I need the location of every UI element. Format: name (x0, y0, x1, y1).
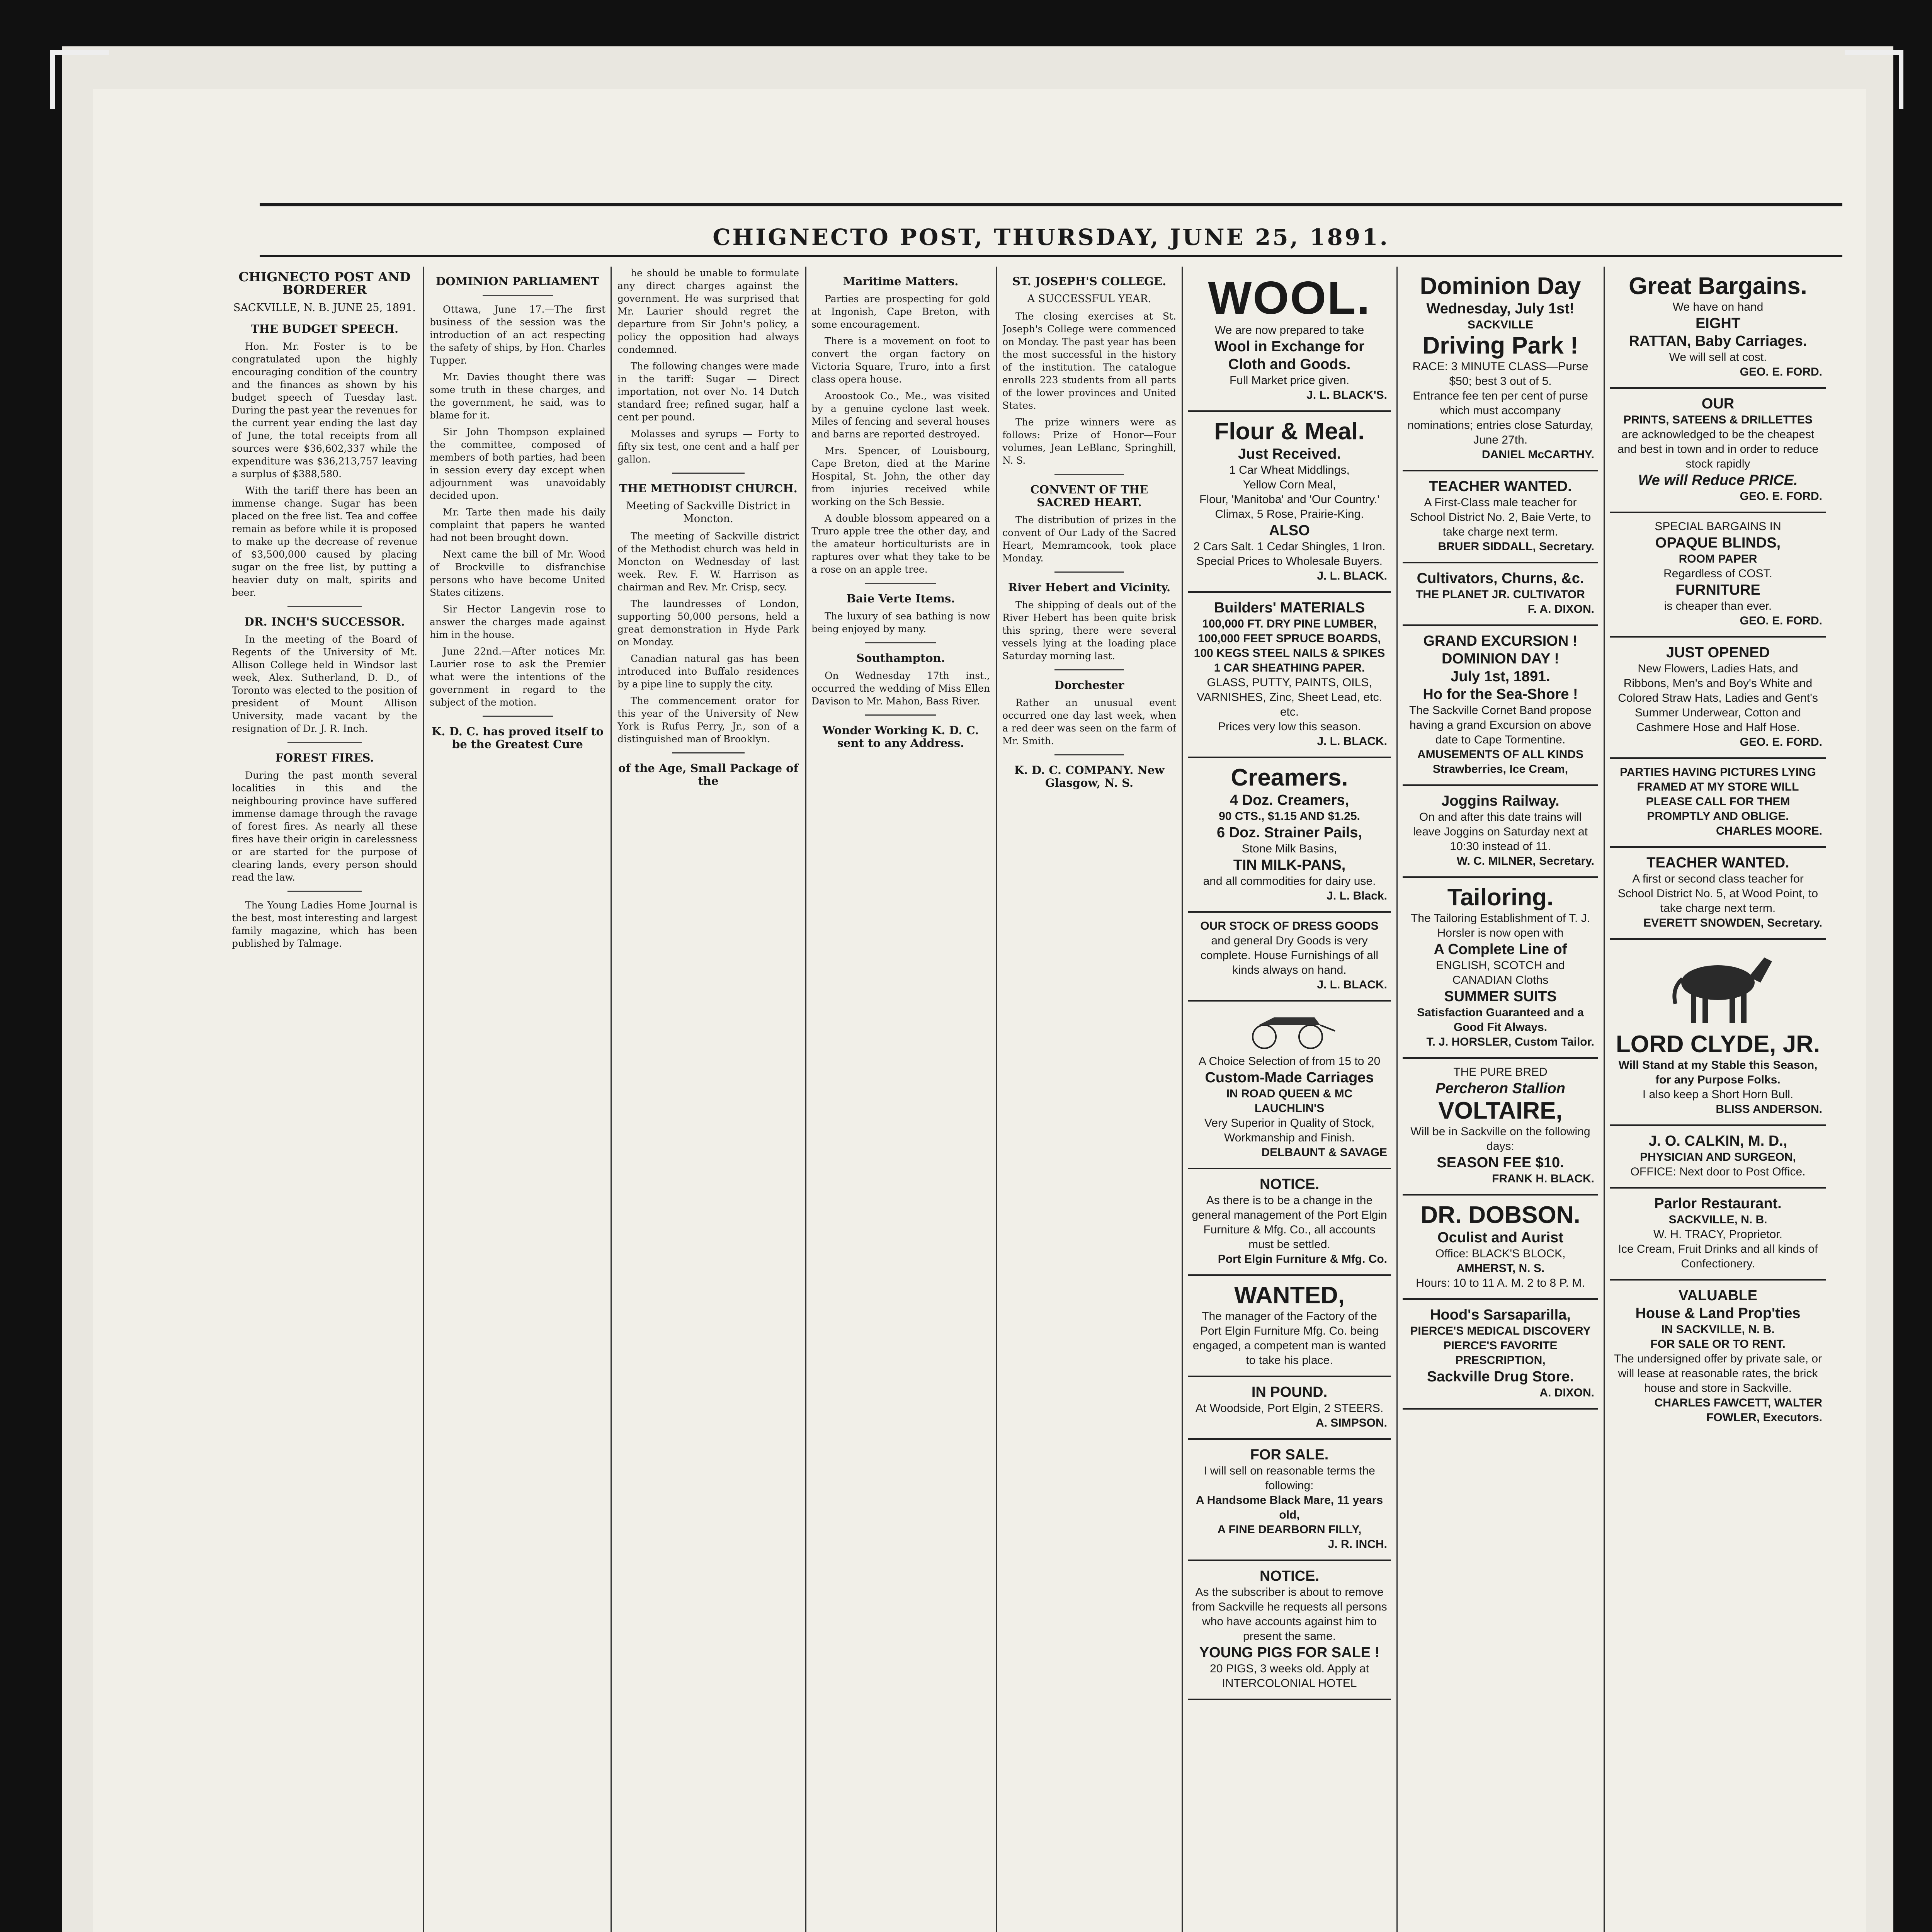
column-8-ads (1610, 267, 1826, 1932)
ad-line: 100,000 FT. DRY PINE LUMBER, (1202, 617, 1377, 630)
ad-title: TEACHER WANTED. (1646, 855, 1789, 871)
article-heading: FOREST FIRES. (275, 751, 374, 764)
article-paragraph: During the past month several localities in this and the neighbouring province have suffered immense damage through the ravage of forest fires. As nearly all these fires have their origin in carelessness or are started for the purpose of clearing lands, every person should read the law. (232, 770, 417, 883)
for-sale-ad (1188, 1440, 1391, 1561)
column-6-ads (1188, 267, 1391, 1932)
article-heading: DR. INCH'S SUCCESSOR. (244, 615, 405, 628)
ad-line: IN ROAD QUEEN & MC LAUCHLIN'S (1226, 1087, 1353, 1115)
ad-line: Yellow Corn Meal, (1243, 478, 1336, 491)
ad-line: OPAQUE BLINDS, (1655, 535, 1781, 551)
ad-line: On and after this date trains will leave Joggins on Saturday next at 10:30 instead of 11. (1413, 811, 1588, 853)
ad-line: Stone Milk Basins, (1242, 842, 1337, 855)
property-ad (1610, 1281, 1826, 1433)
ad-line: GLASS, PUTTY, PAINTS, OILS, VARNISHES, Zinc, Sheet Lead, etc. etc. (1197, 676, 1382, 718)
teacher-wanted-ad (1610, 848, 1826, 940)
wanted-ad (1188, 1276, 1391, 1377)
carriages-ad (1188, 1002, 1391, 1169)
ad-line: FOR SALE OR TO RENT. (1650, 1338, 1786, 1350)
ad-title: FOR SALE. (1250, 1447, 1329, 1463)
ad-line: PHYSICIAN AND SURGEON, (1640, 1151, 1796, 1163)
masthead-rule-top (260, 203, 1842, 206)
ad-line: The Tailoring Establishment of T. J. Horsler is now open with (1410, 912, 1590, 939)
article-paragraph: Mr. Davies thought there was some truth in these charges, and the government, he said, was to blame for it. (430, 371, 605, 421)
ad-signature: W. C. MILNER, Secretary. (1456, 855, 1594, 867)
ad-line: ENGLISH, SCOTCH and CANADIAN Cloths (1436, 959, 1565, 986)
ad-line: The Sackville Cornet Band propose having a grand Excursion on above date to Cape Tormentine. (1409, 704, 1592, 746)
ad-line: As the subscriber is about to remove from Sackville he requests all persons who have accounts against him to present the same. (1192, 1586, 1387, 1643)
ad-line: THE PLANET JR. CULTIVATOR (1416, 588, 1585, 601)
divider (287, 891, 362, 892)
article-paragraph: Mr. Tarte then made his daily complaint that papers he wanted had not been brought down. (430, 507, 605, 543)
divider (1054, 669, 1124, 670)
ad-line: 1 Car Wheat Middlings, (1229, 464, 1350, 476)
ad-line: SACKVILLE (1467, 318, 1533, 331)
divider (483, 295, 553, 296)
masthead-title: CHIGNECTO POST, THURSDAY, JUNE 25, 1891. (713, 224, 1389, 250)
ad-line: We are now prepared to take (1214, 324, 1364, 337)
ad-line: Full Market price given. (1229, 374, 1350, 387)
article-heading: DOMINION PARLIAMENT (435, 275, 600, 288)
ad-line: RACE: 3 MINUTE CLASS—Purse $50; best 3 out of 5. (1412, 360, 1588, 388)
divider (287, 742, 362, 743)
ad-line: Flour, 'Manitoba' and 'Our Country.' (1199, 493, 1379, 506)
kdc-ad-line: Wonder Working K. D. C. sent to any Address. (822, 724, 979, 750)
article-heading: CONVENT OF THE SACRED HEART. (1030, 483, 1148, 509)
article-paragraph: The meeting of Sackville district of the Methodist church was held in Moncton on Wednesday of last week. Rev. F. W. Harrison as chairman and Rev. Mr. Crisp, secy. (617, 531, 799, 593)
ad-line: Just Received. (1238, 446, 1341, 462)
great-bargains-ad (1610, 267, 1826, 389)
article-paragraph: he should be unable to formulate any direct charges against the government. He was surprised that Mr. Laurier should regret the departure from Sir John's policy, a policy the opposition had always condemned. (617, 267, 799, 355)
ad-line: ALSO (1269, 522, 1310, 539)
article-paragraph: Molasses and syrups — Forty to fifty six test, one cent and a half per gallon. (617, 428, 799, 465)
ad-title: IN POUND. (1251, 1384, 1328, 1400)
ad-line: I also keep a Short Horn Bull. (1642, 1088, 1794, 1101)
ad-line: Prices very low this season. (1218, 720, 1361, 733)
divider (1054, 571, 1124, 573)
ad-line: 2 Cars Salt. 1 Cedar Shingles, 1 Iron. (1193, 540, 1386, 553)
article-paragraph: The commencement orator for this year of the University of New York is Rufus Perry, Jr., son of a distinguished man of Brooklyn. (617, 695, 799, 745)
article-heading: Baie Verte Items. (846, 592, 955, 605)
article-paragraph: The following changes were made in the tariff: Sugar — Direct importation, not over No. 14 Dutch standard free; refined sugar, half a cent per pound. (617, 361, 799, 423)
column-rule (1182, 267, 1183, 1932)
ad-title: Parlor Restaurant. (1654, 1196, 1782, 1212)
ad-line: The manager of the Factory of the Port Elgin Furniture Mfg. Co. being engaged, a competent man is wanted to take his place. (1192, 1310, 1386, 1367)
divider (865, 642, 937, 643)
ad-line: PIERCE'S FAVORITE PRESCRIPTION, (1443, 1339, 1558, 1367)
divider (865, 714, 937, 716)
ad-line: FURNITURE (1675, 582, 1760, 598)
ad-line: Sackville Drug Store. (1427, 1369, 1574, 1385)
ad-line: Satisfaction Guaranteed and a Good Fit Always. (1417, 1006, 1584, 1034)
ad-signature: GEO. E. FORD. (1740, 614, 1822, 627)
ad-line: Oculist and Aurist (1437, 1230, 1563, 1246)
ad-line: A first or second class teacher for School District No. 5, at Wood Point, to take charge next term. (1617, 872, 1818, 915)
column-1 (232, 267, 417, 1932)
ad-title: J. O. CALKIN, M. D., (1648, 1133, 1787, 1149)
ad-title: NOTICE. (1259, 1176, 1320, 1192)
ad-line: is cheaper than ever. (1664, 600, 1772, 612)
ad-signature: A. SIMPSON. (1315, 1417, 1387, 1429)
ad-line: VALUABLE (1678, 1287, 1758, 1304)
ad-line: A Handsome Black Mare, 11 years old, (1196, 1494, 1383, 1521)
ad-line: A First-Class male teacher for School District No. 2, Baie Verte, to take charge next term. (1410, 496, 1591, 538)
ad-line: Strawberries, Ice Cream, (1432, 763, 1568, 776)
article-paragraph: The luxury of sea bathing is now being enjoyed by many. (811, 611, 990, 634)
article-paragraph: Ottawa, June 17.—The first business of the session was the introduction of an act respecting the safety of ships, by Hon. Charles Tupper. (430, 304, 605, 366)
article-subheading: Meeting of Sackville District in Moncton. (626, 500, 791, 525)
article-paragraph: On Wednesday 17th inst., occurred the wedding of Miss Ellen Davison to Mr. Mahon, Bass River. (811, 670, 990, 707)
ad-signature: GEO. E. FORD. (1740, 490, 1822, 503)
article-paragraph: With the tariff there has been an immense change. Sugar has been placed on the free list. Tea and coffee remain as before while it is proposed to make up the decrease of revenue of $3,500,000 caused by placing sugar on the free list, by putting a heavier duty on malt, spirits and beer. (232, 485, 417, 598)
ad-line: OUR (1701, 396, 1735, 412)
joggins-railway-ad (1403, 786, 1598, 878)
ad-line: Wool in Exchange for (1214, 338, 1364, 355)
article-heading: ST. JOSEPH'S COLLEGE. (1012, 275, 1167, 288)
ad-signature: DELBAUNT & SAVAGE (1261, 1146, 1387, 1159)
ad-title: Flour & Meal. (1214, 418, 1365, 445)
ad-line: W. H. TRACY, Proprietor. (1653, 1228, 1782, 1241)
ad-line: Ice Cream, Fruit Drinks and all kinds of Confectionery. (1618, 1243, 1818, 1270)
ad-line: At Woodside, Port Elgin, 2 STEERS. (1195, 1402, 1384, 1415)
ad-title: WOOL. (1208, 272, 1371, 324)
dress-goods-ad (1188, 913, 1391, 1002)
ad-title: WANTED, (1234, 1282, 1345, 1309)
article-paragraph: Next came the bill of Mr. Wood of Brockville to disfranchise persons who have become United States citizens. (430, 549, 605, 598)
column-4 (811, 267, 990, 1932)
lord-clyde-ad (1610, 940, 1826, 1126)
ad-line: We will sell at cost. (1669, 351, 1767, 364)
ad-title: LORD CLYDE, JR. (1616, 1031, 1820, 1058)
ad-signature: Port Elgin Furniture & Mfg. Co. (1218, 1253, 1387, 1265)
ad-line: Cloth and Goods. (1228, 356, 1351, 372)
article-paragraph: The prize winners were as follows: Prize of Honor—Four volumes, Jean LeBlanc, Springhill, N. S. (1002, 417, 1176, 466)
column-2 (430, 267, 605, 1932)
column-rule (423, 267, 424, 1932)
blinds-ad (1610, 513, 1826, 638)
ad-line: OFFICE: Next door to Post Office. (1630, 1165, 1806, 1178)
article-paragraph: The laundresses of London, supporting 50,000 persons, held a great demonstration in Hyde Park on Monday. (617, 598, 799, 648)
ad-signature: EVERETT SNOWDEN, Secretary. (1643, 917, 1822, 929)
ad-line: DOMINION DAY ! (1441, 651, 1560, 667)
ad-title: Builders' MATERIALS (1214, 600, 1365, 616)
ad-signature: A. DIXON. (1539, 1386, 1594, 1399)
article-paragraph: Canadian natural gas has been introduced into Buffalo residences by a pipe line to supply the city. (617, 653, 799, 690)
ad-line: Hours: 10 to 11 A. M. 2 to 8 P. M. (1416, 1277, 1585, 1289)
ad-title: Creamers. (1231, 764, 1348, 791)
article-heading: THE METHODIST CHURCH. (619, 482, 798, 495)
dateline: SACKVILLE, N. B. JUNE 25, 1891. (233, 302, 416, 314)
ad-signature: GEO. E. FORD. (1740, 736, 1822, 748)
ad-line: ROOM PAPER (1679, 553, 1757, 565)
ad-line: are acknowledged to be the cheapest and best in town and in order to reduce stock rapidly (1617, 428, 1819, 470)
ad-line: 6 Doz. Strainer Pails, (1217, 825, 1362, 841)
ad-line: PIERCE'S MEDICAL DISCOVERY (1410, 1325, 1591, 1337)
ad-line: SEASON FEE $10. (1437, 1155, 1564, 1171)
ad-title: Tailoring. (1447, 884, 1554, 911)
ad-line: A Complete Line of (1434, 941, 1567, 957)
ad-signature: J. L. Black. (1327, 889, 1387, 902)
ad-line: 100,000 FEET SPRUCE BOARDS, (1198, 632, 1381, 645)
divider (287, 606, 362, 607)
article-subheading: A SUCCESSFUL YEAR. (1027, 293, 1151, 305)
ad-line: SUMMER SUITS (1444, 988, 1557, 1005)
ad-title: Great Bargains. (1629, 273, 1807, 299)
ad-line: Office: BLACK'S BLOCK, (1435, 1247, 1566, 1260)
ad-signature: BLISS ANDERSON. (1716, 1103, 1822, 1116)
ad-line: We have on hand (1672, 301, 1764, 313)
ad-title: Dominion Day (1420, 273, 1581, 299)
dr-dobson-ad (1403, 1196, 1598, 1300)
tailoring-ad (1403, 878, 1598, 1059)
ad-signature: J. L. BLACK'S. (1306, 389, 1387, 401)
article-paragraph: The closing exercises at St. Joseph's College were commenced on Monday. The past year has been the most successful in the history of the institution. The catalogue enrolls 223 students from all parts of the lower provinces and United States. (1002, 311, 1176, 411)
ad-line: Special Prices to Wholesale Buyers. (1196, 555, 1383, 568)
article-heading: THE BUDGET SPEECH. (250, 322, 399, 335)
flour-ad (1188, 412, 1391, 593)
ad-line: Driving Park ! (1422, 332, 1578, 359)
ad-line: 1 CAR SHEATHING PAPER. (1214, 662, 1365, 674)
ad-line: Very Superior in Quality of Stock, Workmanship and Finish. (1204, 1117, 1375, 1144)
ad-title: Joggins Railway. (1441, 793, 1560, 809)
ad-line: OUR STOCK OF DRESS GOODS (1200, 920, 1379, 932)
column-rule (996, 267, 997, 1932)
notice-2-ad (1188, 1561, 1391, 1700)
article-heading: Dorchester (1054, 679, 1124, 692)
ad-line: Hood's Sarsaparilla, (1430, 1307, 1571, 1323)
column-rule (1604, 267, 1605, 1932)
stallion-ad (1403, 1059, 1598, 1196)
column-3 (617, 267, 799, 1932)
ad-line: Custom-Made Carriages (1205, 1070, 1374, 1086)
ad-line: YOUNG PIGS FOR SALE ! (1199, 1645, 1380, 1661)
ad-signature: GEO. E. FORD. (1740, 366, 1822, 378)
article-paragraph: There is a movement on foot to convert the organ factory on Victoria Square, Truro, into a first class opera house. (811, 335, 990, 385)
divider (865, 583, 937, 584)
article-paragraph: Hon. Mr. Foster is to be congratulated upon the highly encouraging condition of the country and the finances as shown by his budget speech of Tuesday last. During the past year the revenues for the current year ending the last day of June, the total receipts from all sources were $36,602,337 while the expenditure was $36,213,757 leaving a surplus of $388,580. (232, 341, 417, 480)
horse-illustration (1656, 946, 1780, 1027)
masthead-rule-bottom (260, 255, 1842, 257)
ad-line: House & Land Prop'ties (1635, 1305, 1801, 1321)
article-heading: River Hebert and Vicinity. (1008, 581, 1171, 594)
carriage-illustration (1243, 1008, 1336, 1050)
grand-excursion-ad (1403, 626, 1598, 786)
ad-title: TEACHER WANTED. (1429, 478, 1572, 495)
article-heading: Southampton. (856, 651, 945, 665)
ad-line: 4 Doz. Creamers, (1230, 792, 1349, 808)
creamers-ad (1188, 758, 1391, 913)
parlor-restaurant-ad (1610, 1189, 1826, 1281)
ad-signature: CHARLES MOORE. (1716, 825, 1822, 837)
ad-signature: FRANK H. BLACK. (1492, 1172, 1594, 1185)
builders-materials-ad (1188, 593, 1391, 758)
prints-ad (1610, 389, 1826, 513)
kdc-ad-line: K. D. C. COMPANY. New Glasgow, N. S. (1014, 764, 1165, 789)
ad-line: AMUSEMENTS OF ALL KINDS (1417, 748, 1583, 761)
ad-line: 90 CTS., $1.15 AND $1.25. (1219, 810, 1360, 823)
article-paragraph: The shipping of deals out of the River Hebert has been quite brisk this spring, there were several vessels lying at the loading place Saturday morning last. (1002, 599, 1176, 662)
ad-line: SPECIAL BARGAINS IN (1655, 520, 1781, 533)
ad-line: Will be in Sackville on the following days: (1410, 1125, 1590, 1153)
ad-signature: J. L. BLACK. (1317, 735, 1387, 748)
ad-line: 20 PIGS, 3 weeks old. Apply at INTERCOLONIAL HOTEL (1210, 1662, 1369, 1690)
ad-line: and general Dry Goods is very complete. House Furnishings of all kinds always on hand. (1200, 934, 1379, 976)
ad-line: AMHERST, N. S. (1456, 1262, 1545, 1275)
article-paragraph: The distribution of prizes in the convent of Our Lady of the Sacred Heart, Memramcook, took place Monday. (1002, 514, 1176, 564)
just-opened-ad (1610, 638, 1826, 759)
notice-ad (1188, 1169, 1391, 1276)
divider (672, 473, 745, 474)
ad-line: Climax, 5 Rose, Prairie-King. (1215, 508, 1364, 520)
ad-line: I will sell on reasonable terms the following: (1204, 1464, 1375, 1492)
article-paragraph: A double blossom appeared on a Truro apple tree the other day, and the amateur horticulturists are in raptures over what they take to be a rose on an apple tree. (811, 513, 990, 575)
column-5 (1002, 267, 1176, 1932)
ad-line: Will Stand at my Stable this Season, for any Purpose Folks. (1618, 1059, 1818, 1086)
ad-title: GRAND EXCURSION ! (1423, 633, 1578, 649)
ad-line: PARTIES HAVING PICTURES LYING FRAMED AT MY STORE WILL PLEASE CALL FOR THEM PROMPTLY AND OBLIGE. (1620, 766, 1816, 823)
ad-line: EIGHT (1695, 315, 1741, 332)
drug-store-ad (1403, 1300, 1598, 1410)
paper-name: CHIGNECTO POST AND BORDERER (238, 269, 411, 297)
article-paragraph: Mrs. Spencer, of Louisbourg, Cape Breton, died at the Marine Hospital, St. John, the other day from injuries received while working on the Sch Bessie. (811, 445, 990, 507)
cultivators-ad (1403, 563, 1598, 626)
ad-signature: BRUER SIDDALL, Secretary. (1438, 540, 1594, 553)
ad-line: Ho for the Sea-Shore ! (1423, 686, 1578, 702)
kdc-ad-line: of the Age, Small Package of the (618, 762, 798, 787)
ad-title: DR. DOBSON. (1420, 1202, 1580, 1228)
ad-line: July 1st, 1891. (1451, 668, 1550, 685)
calkin-ad (1610, 1126, 1826, 1189)
ad-line: Regardless of COST. (1663, 567, 1772, 580)
ad-line: SACKVILLE, N. B. (1668, 1213, 1767, 1226)
article-paragraph: Sir John Thompson explained the committee, composed of members of both parties, had been in session every day except when adjournment was unavoidably decided upon. (430, 426, 605, 501)
ad-line: Entrance fee ten per cent of purse which must accompany nominations; entries close Saturday, June 27th. (1407, 389, 1594, 446)
article-paragraph: The Young Ladies Home Journal is the best, most interesting and largest family magazine, which has been published by Talmage. (232, 900, 417, 949)
divider (1054, 474, 1124, 475)
ad-line: As there is to be a change in the general management of the Port Elgin Furniture & Mfg. Co., all accounts must be settled. (1192, 1194, 1387, 1251)
article-paragraph: Sir Hector Langevin rose to answer the charges made against him in the house. (430, 604, 605, 640)
ad-line: Wednesday, July 1st! (1426, 301, 1575, 317)
kdc-ad-line: K. D. C. has proved itself to be the Greatest Cure (432, 725, 604, 751)
ad-signature: T. J. HORSLER, Custom Tailor. (1426, 1036, 1594, 1048)
ad-line: and all commodities for dairy use. (1203, 875, 1376, 888)
article-paragraph: Aroostook Co., Me., was visited by a genuine cyclone last week. Miles of fencing and several houses and barns are reported destroyed. (811, 390, 990, 440)
ad-signature: CHARLES FAWCETT, WALTER FOWLER, Executors. (1654, 1396, 1822, 1424)
ad-title: VOLTAIRE, (1438, 1097, 1563, 1124)
ad-title: JUST OPENED (1666, 645, 1770, 661)
ad-signature: J. R. INCH. (1328, 1538, 1387, 1551)
divider (672, 752, 745, 753)
ad-line: IN SACKVILLE, N. B. (1661, 1323, 1775, 1336)
column-rule (805, 267, 806, 1932)
article-heading: Maritime Matters. (843, 275, 959, 288)
ad-signature: J. L. BLACK. (1317, 978, 1387, 991)
ad-line: A Choice Selection of from 15 to 20 (1198, 1055, 1381, 1068)
ad-line: New Flowers, Ladies Hats, and Ribbons, Men's and Boy's White and Colored Straw Hats, Ladies and Gent's Summer Underwear, Cotton and Cashmere Hose and Half Hose. (1618, 662, 1818, 734)
ad-line: 100 KEGS STEEL NAILS & SPIKES (1194, 647, 1385, 660)
ad-signature: F. A. DIXON. (1527, 603, 1594, 616)
in-pound-ad (1188, 1377, 1391, 1440)
ad-line: THE PURE BRED (1453, 1066, 1548, 1078)
divider (1054, 754, 1124, 755)
ad-signature: J. L. BLACK. (1317, 570, 1387, 582)
ad-line: A FINE DEARBORN FILLY, (1217, 1523, 1362, 1536)
ad-line: TIN MILK-PANS, (1233, 857, 1346, 873)
teacher-wanted-ad (1403, 471, 1598, 563)
article-paragraph: In the meeting of the Board of Regents of the University of Mt. Allison College held in Windsor last week, Alex. Sutherland, D. D., of Toronto was elected to the position of president of Mount Allison University, made vacant by the resignation of Dr. J. R. Inch. (232, 634, 417, 734)
ad-line: Percheron Stallion (1435, 1080, 1565, 1097)
ad-title: NOTICE. (1259, 1568, 1320, 1584)
ad-line: The undersigned offer by private sale, or will lease at reasonable rates, the brick house and store in Sackville. (1614, 1352, 1822, 1395)
ad-line: PRINTS, SATEENS & DRILLETTES (1623, 413, 1813, 426)
pictures-notice-ad (1610, 759, 1826, 848)
column-rule (611, 267, 612, 1932)
wool-ad (1188, 267, 1391, 412)
ad-line: We will Reduce PRICE. (1638, 472, 1798, 488)
ad-signature: DANIEL McCARTHY. (1481, 448, 1594, 461)
divider (483, 716, 553, 717)
dominion-day-ad (1403, 267, 1598, 471)
ad-title: Cultivators, Churns, &c. (1417, 570, 1584, 587)
column-rule (1396, 267, 1398, 1932)
article-paragraph: June 22nd.—After notices Mr. Laurier rose to ask the Premier what were the intentions of the government in regard to the subject of the motion. (430, 646, 605, 708)
article-paragraph: Rather an unusual event occurred one day last week, when a red deer was seen on the farm of Mr. Smith. (1002, 697, 1176, 747)
ad-line: RATTAN, Baby Carriages. (1629, 333, 1807, 349)
column-7-ads (1403, 267, 1598, 1932)
article-paragraph: Parties are prospecting for gold at Ingonish, Cape Breton, with some encouragement. (811, 293, 990, 330)
